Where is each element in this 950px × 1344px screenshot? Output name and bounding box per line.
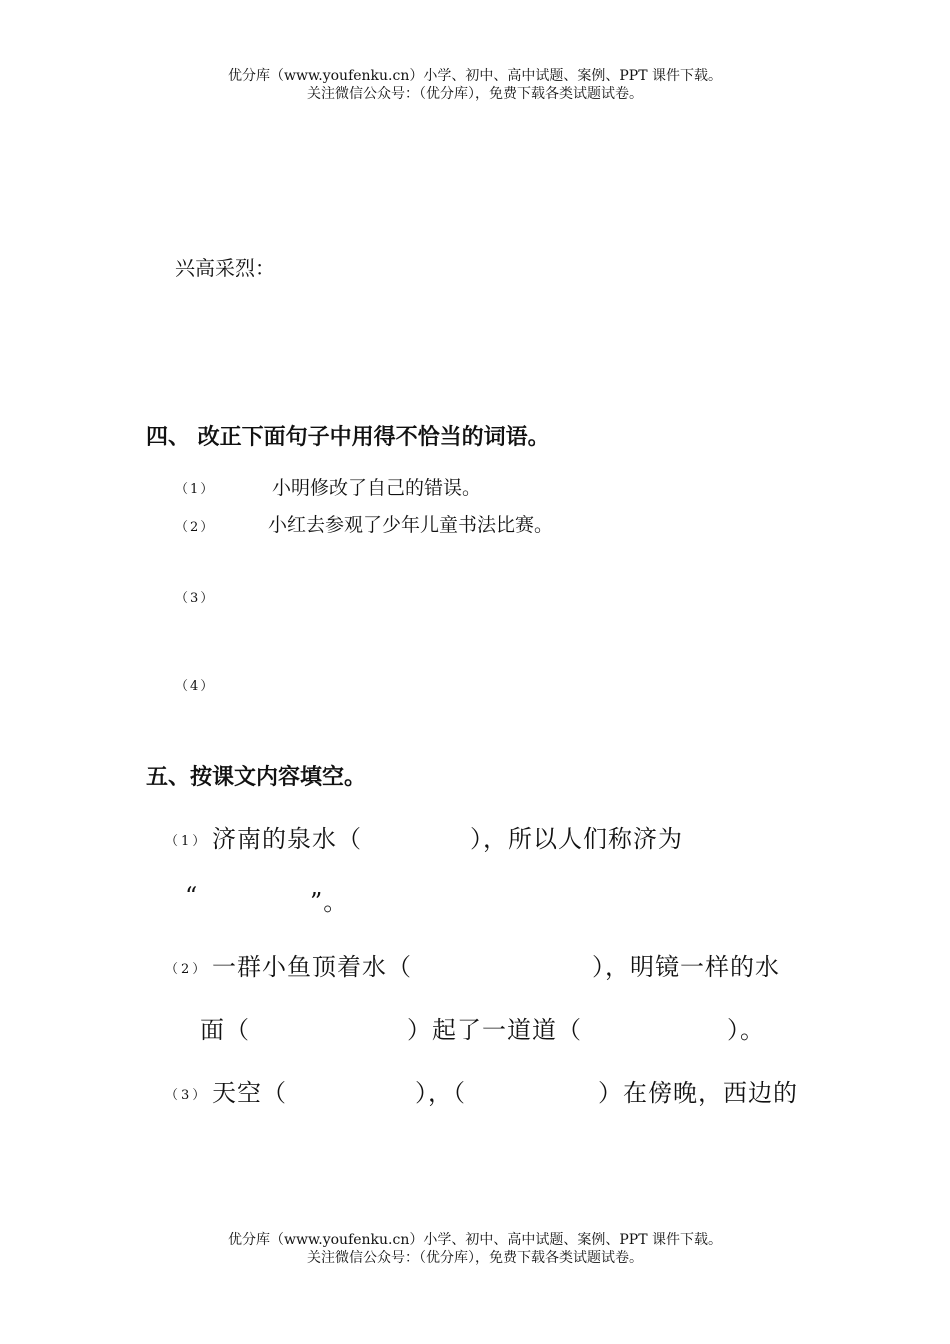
header-line-2: 关注微信公众号：（优分库），免费下载各类试题试卷。: [307, 86, 643, 102]
q2-part-d: ）起了一道道（: [407, 1016, 582, 1044]
item-2-label: （2）: [175, 520, 216, 535]
q3-label: （3）: [165, 1088, 209, 1103]
q1-label: （1）: [165, 834, 209, 849]
q2-part-c: 面（: [200, 1016, 250, 1044]
q2-part-b: ），明镜一样的水: [592, 953, 780, 981]
item-4-label: （4）: [175, 679, 216, 694]
footer-line-1: 优分库（www.youfenku.cn）小学、初中、高中试题、案例、PPT 课件下载。: [227, 1232, 722, 1248]
header-line-1: 优分库（www.youfenku.cn）小学、初中、高中试题、案例、PPT 课件下载。: [227, 68, 722, 84]
item-3-label: （3）: [175, 591, 216, 606]
q1-part-a: 济南的泉水（: [212, 825, 362, 853]
q2-label: （2）: [165, 962, 209, 977]
q2-part-e: ）。: [727, 1016, 765, 1044]
q1-part-d: ”。: [310, 888, 349, 916]
q2-part-a: 一群小鱼顶着水（: [212, 953, 412, 981]
item-1-text: 小明修改了自己的错误。: [272, 477, 482, 499]
section-4-title: 四、 改正下面句子中用得不恰当的词语。: [146, 425, 550, 450]
idiom-prompt: 兴高采烈：: [175, 256, 275, 280]
item-2-text: 小红去参观了少年儿童书法比赛。: [268, 514, 554, 536]
q3-part-b: ），（: [415, 1079, 466, 1107]
q3-part-c: ）在傍晚，西边的: [598, 1079, 798, 1107]
q1-part-c: “: [185, 882, 199, 910]
item-1-label: （1）: [175, 482, 216, 497]
section-5-title: 五、按课文内容填空。: [146, 765, 367, 790]
footer-line-2: 关注微信公众号：（优分库），免费下载各类试题试卷。: [307, 1250, 643, 1266]
q1-part-b: ），所以人们称济为: [470, 825, 683, 853]
q3-part-a: 天空（: [212, 1079, 287, 1107]
